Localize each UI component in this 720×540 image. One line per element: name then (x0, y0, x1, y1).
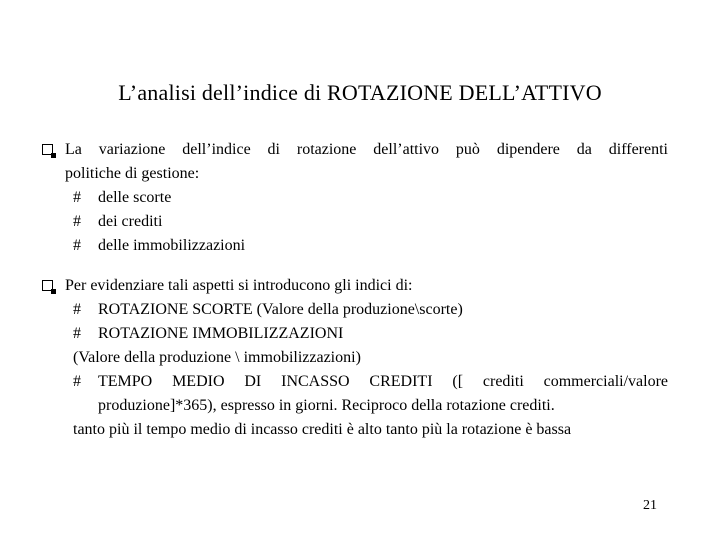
sub-item-rotazione-immobilizzazioni: # ROTAZIONE IMMOBILIZZAZIONI (40, 322, 668, 346)
sub-item-immobilizzazioni: # delle immobilizzazioni (40, 234, 668, 258)
slide-title: L’analisi dell’indice di ROTAZIONE DELL’ATTIVO (118, 80, 602, 105)
hash-marker: # (73, 373, 81, 390)
sub-item-scorte: # delle scorte (40, 186, 668, 210)
hash-marker: # (73, 213, 81, 230)
checkbox-bullet-icon (42, 144, 53, 155)
sub-item-cont: produzione]*365), espresso in giorni. Reciproco della rotazione crediti. (98, 397, 555, 414)
sub-item-rotazione-scorte: # ROTAZIONE SCORTE (Valore della produzione\scorte) (40, 298, 668, 322)
hash-marker: # (73, 301, 81, 318)
page-number: 21 (643, 498, 657, 513)
sub-item-crediti: # dei crediti (40, 210, 668, 234)
bullet-text-cont: politiche di gestione: (65, 165, 200, 182)
sub-item-tempo-medio: # TEMPO MEDIO DI INCASSO CREDITI ([ crediti commerciali/valore (40, 370, 668, 394)
section-gestione (40, 138, 668, 258)
bullet-text: La variazione dell’indice di rotazione dell’attivo può dipendere da differenti (65, 141, 668, 158)
hash-marker: # (73, 189, 81, 206)
bullet-item (40, 138, 668, 162)
note-text: tanto più il tempo medio di incasso crediti è alto tanto più la rotazione è bassa (73, 421, 572, 438)
section-indici (40, 274, 668, 442)
checkbox-bullet-icon (42, 280, 53, 291)
bullet-text: Per evidenziare tali aspetti si introducono gli indici di: (65, 277, 413, 294)
hash-marker: # (73, 325, 81, 342)
bullet-item (40, 274, 668, 298)
hash-marker: # (73, 237, 81, 254)
sub-item-cont: (Valore della produzione \ immobilizzazioni) (73, 349, 361, 366)
